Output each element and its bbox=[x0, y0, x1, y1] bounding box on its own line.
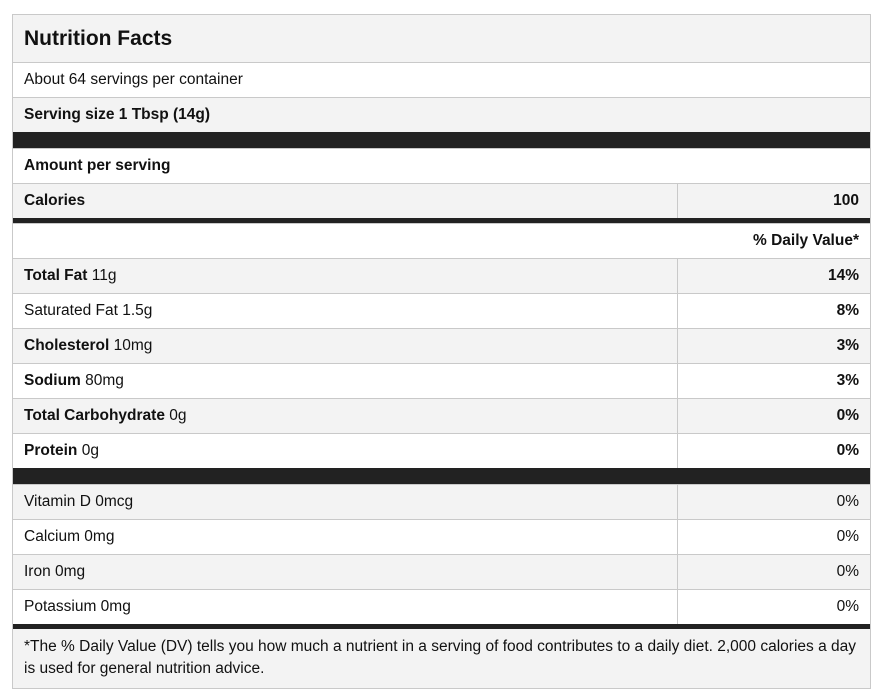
vitamin-row bbox=[13, 589, 870, 624]
thick-divider bbox=[13, 132, 870, 148]
nutrient-name: Cholesterol bbox=[24, 337, 110, 354]
nutrient-dv: 0% bbox=[677, 434, 870, 468]
nutrient-cell bbox=[13, 294, 677, 328]
nutrient-name: Total Fat bbox=[24, 267, 88, 284]
amount-per-serving-row bbox=[13, 148, 870, 183]
nutrient-dv: 14% bbox=[677, 259, 870, 293]
nutrient-row bbox=[13, 258, 870, 293]
calories-label: Calories bbox=[24, 192, 86, 209]
vitamin-label: Vitamin D 0mcg bbox=[24, 493, 134, 510]
nutrient-name: Total Carbohydrate bbox=[24, 407, 165, 424]
nutrient-cell bbox=[13, 329, 677, 363]
serving-size-row bbox=[13, 97, 870, 132]
vitamin-row bbox=[13, 484, 870, 519]
vitamin-label: Calcium 0mg bbox=[24, 528, 115, 545]
thick-divider bbox=[13, 468, 870, 484]
nutrition-facts-label bbox=[12, 14, 871, 689]
nutrient-row bbox=[13, 293, 870, 328]
daily-value-header: % Daily Value* bbox=[753, 232, 859, 249]
daily-value-footnote: *The % Daily Value (DV) tells you how much a nutrient in a serving of food contributes to a daily diet. 2,000 calories a day is used for general nutrition advice. bbox=[13, 629, 870, 688]
vitamin-dv: 0% bbox=[677, 555, 870, 589]
nutrient-cell bbox=[13, 399, 677, 433]
vitamin-row bbox=[13, 554, 870, 589]
vitamin-row bbox=[13, 519, 870, 554]
nutrient-row bbox=[13, 433, 870, 468]
vitamin-label: Potassium 0mg bbox=[24, 598, 131, 615]
vitamin-dv: 0% bbox=[677, 520, 870, 554]
calories-value: 100 bbox=[677, 184, 870, 218]
nutrient-cell bbox=[13, 434, 677, 468]
nutrient-amount: 0g bbox=[81, 442, 99, 459]
nutrient-row bbox=[13, 398, 870, 433]
nutrient-name: Sodium bbox=[24, 372, 81, 389]
serving-size: Serving size 1 Tbsp (14g) bbox=[24, 106, 211, 123]
vitamin-dv: 0% bbox=[677, 590, 870, 624]
nutrient-row bbox=[13, 328, 870, 363]
nutrient-dv: 3% bbox=[677, 329, 870, 363]
servings-row bbox=[13, 62, 870, 97]
nutrient-amount: 10mg bbox=[113, 337, 153, 354]
nutrient-row bbox=[13, 363, 870, 398]
nutrient-amount: 80mg bbox=[85, 372, 124, 389]
nutrient-cell bbox=[13, 364, 677, 398]
nutrient-dv: 8% bbox=[677, 294, 870, 328]
nutrition-facts-title: Nutrition Facts bbox=[24, 26, 173, 50]
title-row bbox=[13, 15, 870, 62]
footnote-row bbox=[13, 629, 870, 688]
nutrient-name: Saturated Fat 1.5g bbox=[24, 302, 153, 319]
nutrient-dv: 0% bbox=[677, 399, 870, 433]
vitamin-dv: 0% bbox=[677, 485, 870, 519]
nutrient-cell bbox=[13, 259, 677, 293]
daily-value-header-row bbox=[13, 223, 870, 258]
nutrient-name: Protein bbox=[24, 442, 78, 459]
amount-per-serving: Amount per serving bbox=[24, 157, 171, 174]
nutrient-amount: 0g bbox=[169, 407, 187, 424]
nutrient-dv: 3% bbox=[677, 364, 870, 398]
servings-per-container: About 64 servings per container bbox=[24, 71, 243, 88]
calories-row bbox=[13, 183, 870, 218]
nutrient-amount: 11g bbox=[91, 267, 117, 284]
vitamin-label: Iron 0mg bbox=[24, 563, 86, 580]
